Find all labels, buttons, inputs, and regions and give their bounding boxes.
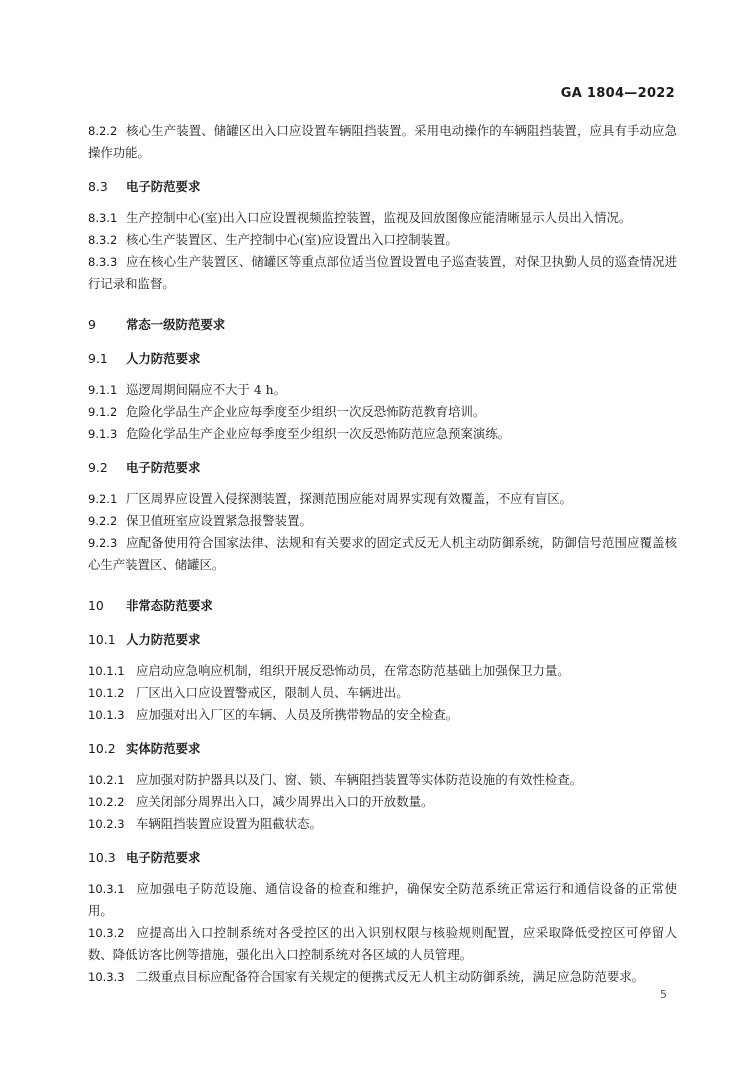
clause-number: 10.3.3 <box>88 970 125 984</box>
clause-number: 9.1.3 <box>88 427 118 441</box>
section-title: 人力防范要求 <box>126 632 201 647</box>
clause-number: 10.1.3 <box>88 708 125 722</box>
clause-number: 10.2.2 <box>88 795 125 809</box>
clause-text: 应加强对出入厂区的车辆、人员及所携带物品的安全检查。 <box>136 707 459 722</box>
section-number: 8.3 <box>88 179 108 194</box>
clause-text: 生产控制中心(室)出入口应设置视频监控装置，监视及回放图像应能清晰显示人员出入情况。 <box>126 210 632 225</box>
clause-number: 8.2.2 <box>88 124 118 138</box>
clause-number: 10.2.1 <box>88 773 125 787</box>
clause-text: 保卫值班室应设置紧急报警装置。 <box>126 513 312 528</box>
section-title: 电子防范要求 <box>126 460 201 475</box>
clause-number: 8.3.1 <box>88 211 118 225</box>
section-title: 电子防范要求 <box>126 850 201 865</box>
clause-text: 应关闭部分周界出入口，减少周界出入口的开放数量。 <box>136 794 434 809</box>
clause-text: 应加强电子防范设施、通信设备的检查和维护，确保安全防范系统正常运行和通信设备的正常使用。 <box>88 881 677 918</box>
section-title: 人力防范要求 <box>126 351 201 366</box>
clause-number: 10.2.3 <box>88 817 125 831</box>
section-number: 9.2 <box>88 460 108 475</box>
section-title: 常态一级防范要求 <box>126 317 226 332</box>
clause-number: 9.2.3 <box>88 536 118 550</box>
section-number: 9 <box>88 317 96 332</box>
section-number: 10.3 <box>88 850 116 865</box>
section-title: 非常态防范要求 <box>126 598 213 613</box>
clause-10-2-1 <box>88 769 677 791</box>
document-body <box>88 120 677 988</box>
clause-number: 10.1.1 <box>88 664 125 678</box>
section-heading-10-1 <box>88 629 677 651</box>
clause-number: 8.3.3 <box>88 255 118 269</box>
clause-9-1-3 <box>88 423 677 445</box>
chapter-heading-10 <box>88 595 677 617</box>
clause-10-3-2 <box>88 922 677 966</box>
clause-10-1-3 <box>88 704 677 726</box>
clause-text: 核心生产装置区、生产控制中心(室)应设置出入口控制装置。 <box>126 232 458 247</box>
clause-text: 应加强对防护器具以及门、窗、锁、车辆阻挡装置等实体防范设施的有效性检查。 <box>136 772 583 787</box>
section-number: 9.1 <box>88 351 108 366</box>
section-heading-8-3 <box>88 176 677 198</box>
clause-number: 10.1.2 <box>88 686 125 700</box>
clause-8-3-1 <box>88 207 677 229</box>
clause-text: 应启动应急响应机制，组织开展反恐怖动员，在常态防范基础上加强保卫力量。 <box>136 663 570 678</box>
clause-10-1-1 <box>88 660 677 682</box>
document-id: GA 1804—2022 <box>560 86 675 101</box>
section-heading-10-2 <box>88 738 677 760</box>
clause-text: 应配备使用符合国家法律、法规和有关要求的固定式反无人机主动防御系统，防御信号范围应覆盖核心生产装置区、储罐区。 <box>88 535 677 572</box>
clause-10-2-2 <box>88 791 677 813</box>
clause-10-1-2 <box>88 682 677 704</box>
clause-text: 应提高出入口控制系统对各受控区的出入识别权限与核验规则配置，应采取降低受控区可停留人数、降低访客比例等措施，强化出入口控制系统对各区域的人员管理。 <box>88 925 677 962</box>
clause-8-3-2 <box>88 229 677 251</box>
section-heading-10-3 <box>88 847 677 869</box>
clause-text: 车辆阻挡装置应设置为阻截状态。 <box>136 816 322 831</box>
clause-text: 厂区周界应设置入侵探测装置，探测范围应能对周界实现有效覆盖，不应有盲区。 <box>126 491 573 506</box>
clause-9-2-1 <box>88 488 677 510</box>
clause-9-1-1 <box>88 379 677 401</box>
clause-text: 核心生产装置、储罐区出入口应设置车辆阻挡装置。采用电动操作的车辆阻挡装置，应具有手动应急操作功能。 <box>88 123 677 160</box>
clause-9-2-3 <box>88 532 677 576</box>
section-number: 10 <box>88 598 104 613</box>
section-number: 10.1 <box>88 632 116 647</box>
section-title: 电子防范要求 <box>126 179 201 194</box>
section-heading-9-1 <box>88 348 677 370</box>
clause-8-2-2 <box>88 120 677 164</box>
clause-number: 9.1.1 <box>88 383 118 397</box>
clause-number: 10.3.2 <box>88 926 125 940</box>
clause-text: 厂区出入口应设置警戒区，限制人员、车辆进出。 <box>136 685 409 700</box>
clause-number: 9.1.2 <box>88 405 118 419</box>
clause-10-3-3 <box>88 966 677 988</box>
clause-text: 应在核心生产装置区、储罐区等重点部位适当位置设置电子巡查装置，对保卫执勤人员的巡查情况进行记录和监督。 <box>88 254 677 291</box>
clause-10-3-1 <box>88 878 677 922</box>
clause-10-2-3 <box>88 813 677 835</box>
clause-8-3-3 <box>88 251 677 295</box>
section-heading-9-2 <box>88 457 677 479</box>
clause-number: 9.2.2 <box>88 514 118 528</box>
page-number: 5 <box>660 988 667 1001</box>
clause-9-2-2 <box>88 510 677 532</box>
clause-number: 10.3.1 <box>88 882 125 896</box>
chapter-heading-9 <box>88 314 677 336</box>
clause-text: 危险化学品生产企业应每季度至少组织一次反恐怖防范应急预案演练。 <box>126 426 511 441</box>
clause-number: 9.2.1 <box>88 492 118 506</box>
clause-text: 二级重点目标应配备符合国家有关规定的便携式反无人机主动防御系统，满足应急防范要求。 <box>136 969 645 984</box>
clause-9-1-2 <box>88 401 677 423</box>
section-number: 10.2 <box>88 741 116 756</box>
clause-text: 巡逻周期间隔应不大于 4 h。 <box>126 382 287 397</box>
clause-number: 8.3.2 <box>88 233 118 247</box>
clause-text: 危险化学品生产企业应每季度至少组织一次反恐怖防范教育培训。 <box>126 404 486 419</box>
section-title: 实体防范要求 <box>126 741 201 756</box>
